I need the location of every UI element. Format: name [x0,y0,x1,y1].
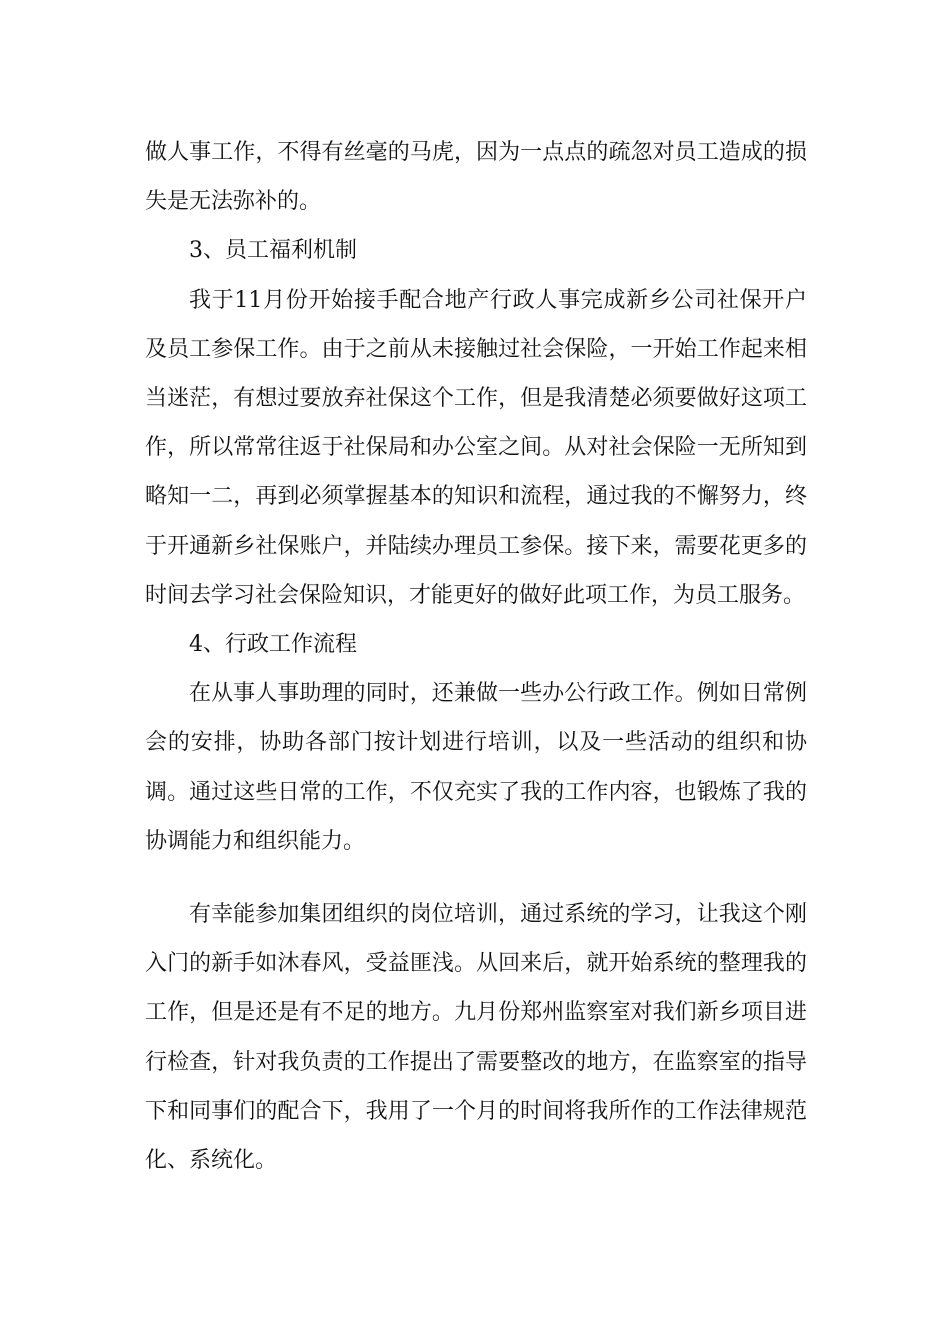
paragraph-training: 有幸能参加集团组织的岗位培训，通过系统的学习，让我这个刚入门的新手如沐春风，受益匪浅。从回来后，就开始系统的整理我的工作，但是还是有不足的地方。九月份郑州监察室对我们新乡项目进行检查，针对我负责的工作提出了需要整改的地方，在监察室的指导下和同事们的配合下，我用了一个月的时间将我所作的工作法律规范化、系统化。 [145,902,807,1174]
paragraph-admin-work: 在从事人事助理的同时，还兼做一些办公行政工作。例如日常例会的安排，协助各部门按计划进行培训，以及一些活动的组织和协调。通过这些日常的工作，不仅充实了我的工作内容，也锻炼了我的协调能力和组织能力。 [145,681,807,854]
paragraph-social-insurance: 我于11月份开始接手配合地产行政人事完成新乡公司社保开户及员工参保工作。由于之前从未接触过社会保险，一开始工作起来相当迷茫，有想过要放弃社保这个工作，但是我清楚必须要做好这项工作，所以常常往返于社保局和办公室之间。从对社会保险一无所知到略知一二，再到必须掌握基本的知识和流程，通过我的不懈努力，终于开通新乡社保账户，并陆续办理员工参保。接下来，需要花更多的时间去学习社会保险知识，才能更好的做好此项工作，为员工服务。 [145,287,807,608]
document-body [145,128,807,1185]
paragraph-spacer [145,866,807,890]
paragraph-continuation: 做人事工作，不得有丝毫的马虎，因为一点点的疏忽对员工造成的损失是无法弥补的。 [145,140,807,215]
section-heading-admin-workflow: 4、行政工作流程 [189,632,357,658]
section-heading-employee-welfare: 3、员工福利机制 [189,238,357,264]
